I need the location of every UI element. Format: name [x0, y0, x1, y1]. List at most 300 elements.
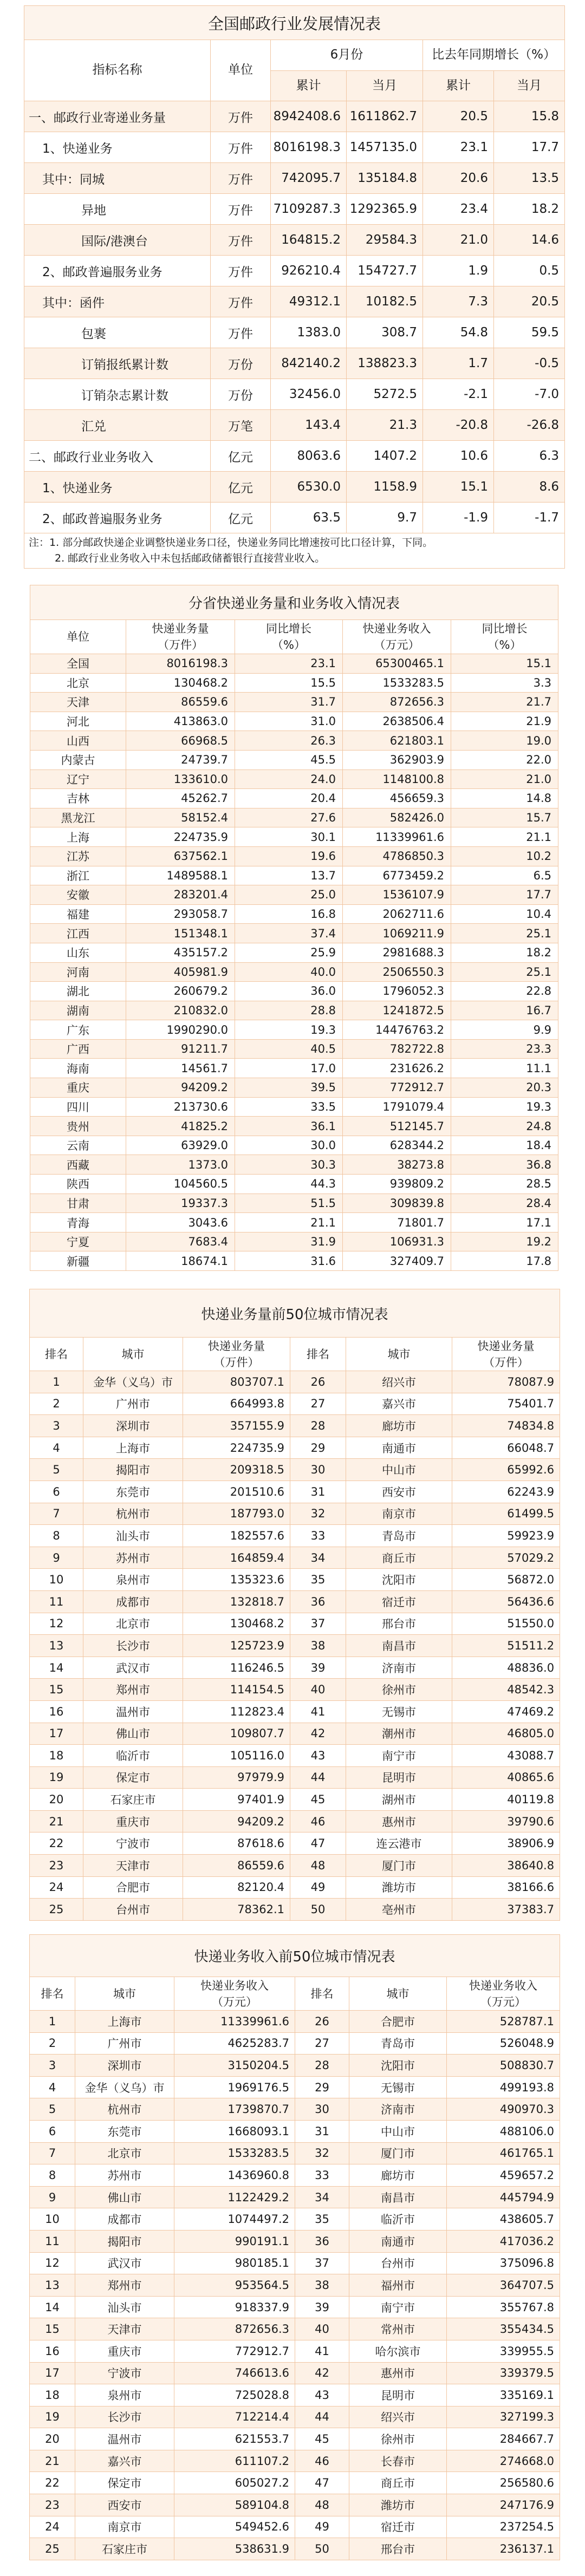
region-name: 北京: [30, 673, 126, 693]
rank-right: 40: [295, 2318, 349, 2340]
value-right: 499193.8: [447, 2076, 560, 2098]
region-name: 新疆: [30, 1251, 126, 1271]
city-left: 苏州市: [75, 2164, 174, 2187]
note-line-2: 2. 邮政行业业务收入中未包括邮政储蓄银行直接营业收入。: [55, 552, 326, 564]
table-row: [30, 1789, 560, 1811]
revenue-value: 782722.8: [343, 1039, 451, 1059]
value-right: 37383.7: [452, 1899, 560, 1921]
volume-growth-value: 17.0: [235, 1059, 343, 1078]
header-cumulative: 累计: [271, 71, 347, 101]
city-left: 天津市: [75, 2318, 174, 2340]
table-row: [30, 2142, 560, 2164]
region-name: 海南: [30, 1059, 126, 1078]
table-row: [30, 1393, 560, 1415]
value-left: 97979.9: [183, 1766, 290, 1789]
table-row: [30, 962, 558, 982]
rank-right: 48: [290, 1855, 346, 1877]
value-right: 39790.6: [452, 1810, 560, 1832]
value-left: 549452.6: [174, 2516, 295, 2538]
table-row: [30, 1251, 558, 1271]
growth-current-month-value: 15.8: [494, 101, 565, 132]
value-right: 66048.7: [452, 1437, 560, 1459]
value-right: 461765.1: [447, 2142, 560, 2164]
table-row: [30, 1745, 560, 1767]
header-revenue: [343, 620, 451, 654]
rank-right: 28: [295, 2055, 349, 2077]
rank-right: 26: [295, 2011, 349, 2033]
table-row: [30, 2274, 560, 2297]
rank-left: 2: [30, 2032, 75, 2055]
city-left: 重庆市: [75, 2340, 174, 2362]
value-left: 78362.1: [183, 1899, 290, 1921]
region-name: 陕西: [30, 1175, 126, 1194]
city-left: 深圳市: [75, 2055, 174, 2077]
unit-cell: 万件: [211, 256, 271, 286]
rank-right: 42: [290, 1723, 346, 1745]
rank-left: 9: [30, 1547, 83, 1569]
value-left: 1074497.2: [174, 2208, 295, 2231]
revenue-growth-value: 17.1: [451, 1213, 558, 1232]
value-right: 355767.8: [447, 2296, 560, 2318]
volume-value: 86559.6: [126, 693, 235, 712]
header-growth-cumulative: 累计: [423, 71, 494, 101]
revenue-growth-value: 11.1: [451, 1059, 558, 1078]
current-month-value: 29584.3: [347, 225, 423, 256]
volume-value: 91211.7: [126, 1039, 235, 1059]
city-right: 青岛市: [346, 1525, 452, 1547]
rank-left: 17: [30, 1723, 83, 1745]
table-title: 快递业务收入前50位城市情况表: [30, 1935, 560, 1977]
region-name: 西藏: [30, 1155, 126, 1175]
rank-right: 39: [290, 1657, 346, 1679]
growth-current-month-value: 13.5: [494, 163, 565, 194]
value-right: 459657.2: [447, 2164, 560, 2187]
table-row: [24, 379, 565, 410]
rank-right: 31: [290, 1481, 346, 1503]
city-left: 郑州市: [75, 2274, 174, 2297]
table-row: [30, 1481, 560, 1503]
table-row: [30, 2340, 560, 2362]
growth-current-month-value: 20.5: [494, 286, 565, 317]
value-right: 75401.7: [452, 1393, 560, 1415]
region-name: 四川: [30, 1097, 126, 1117]
rank-left: 8: [30, 1525, 83, 1547]
table-row: [30, 1117, 558, 1136]
revenue-value: 582426.0: [343, 808, 451, 827]
rank-right: 26: [290, 1371, 346, 1393]
region-name: 内蒙古: [30, 750, 126, 769]
value-right: 62243.9: [452, 1481, 560, 1503]
table-row: [30, 2252, 560, 2274]
region-name: 江苏: [30, 846, 126, 866]
rank-left: 24: [30, 2516, 75, 2538]
volume-growth-value: 26.3: [235, 731, 343, 751]
volume-growth-value: 40.5: [235, 1039, 343, 1059]
value-left: 621553.7: [174, 2428, 295, 2450]
table-row: [30, 1525, 560, 1547]
table-row: [30, 2032, 560, 2055]
table-row: [24, 194, 565, 225]
city-left: 保定市: [83, 1766, 183, 1789]
table-row: [30, 904, 558, 924]
indicator-name: 一、邮政行业寄递业务量: [24, 101, 211, 132]
city-left: 杭州市: [75, 2098, 174, 2121]
growth-cumulative-value: -2.1: [423, 379, 494, 410]
region-name: 上海: [30, 827, 126, 847]
value-right: 417036.2: [447, 2230, 560, 2252]
growth-current-month-value: 14.6: [494, 225, 565, 256]
volume-growth-value: 23.1: [235, 654, 343, 674]
volume-value: 1373.0: [126, 1155, 235, 1175]
city-left: 上海市: [83, 1437, 183, 1459]
value-left: 803707.1: [183, 1371, 290, 1393]
revenue-value: 106931.3: [343, 1232, 451, 1251]
unit-cell: 万件: [211, 163, 271, 194]
table-row: [24, 256, 565, 286]
city-left: 临沂市: [83, 1745, 183, 1767]
table-row: [30, 1175, 558, 1194]
city-left: 东莞市: [83, 1481, 183, 1503]
city-right: 南宁市: [349, 2296, 447, 2318]
city-left: 金华（义乌）市: [83, 1371, 183, 1393]
table-row: [30, 866, 558, 885]
table-row: [30, 2406, 560, 2428]
table-row: [30, 731, 558, 751]
rank-right: 45: [290, 1789, 346, 1811]
value-right: 51511.2: [452, 1635, 560, 1657]
city-left: 石家庄市: [83, 1789, 183, 1811]
note-line-1: 注：1. 部分邮政快递企业调整快递业务口径，快递业务同比增速按可比口径计算，下同。: [29, 537, 433, 549]
value-left: 135323.6: [183, 1569, 290, 1591]
header-volume-unit: （万件）: [213, 1355, 259, 1369]
volume-growth-value: 28.8: [235, 1001, 343, 1020]
city-right: 宿迁市: [349, 2516, 447, 2538]
city-left: 上海市: [75, 2011, 174, 2033]
table-row: [30, 1635, 560, 1657]
value-right: 355434.5: [447, 2318, 560, 2340]
table-row: [30, 2208, 560, 2231]
growth-current-month-value: 18.2: [494, 194, 565, 225]
table-row: [30, 924, 558, 943]
volume-value: 45262.7: [126, 789, 235, 808]
rank-left: 12: [30, 1613, 83, 1635]
city-right: 哈尔滨市: [349, 2340, 447, 2362]
table-row: [30, 2164, 560, 2187]
rank-right: 31: [295, 2120, 349, 2142]
unit-cell: 万件: [211, 317, 271, 348]
city-right: 合肥市: [349, 2011, 447, 2033]
header-city-right: 城市: [346, 1338, 452, 1371]
growth-current-month-value: -7.0: [494, 379, 565, 410]
volume-value: 283201.4: [126, 885, 235, 905]
header-volume-unit: （万件）: [158, 638, 203, 651]
value-right: 38166.6: [452, 1876, 560, 1899]
revenue-value: 65300465.1: [343, 654, 451, 674]
growth-cumulative-value: 15.1: [423, 472, 494, 503]
rank-right: 42: [295, 2362, 349, 2384]
city-right: 常州市: [349, 2318, 447, 2340]
growth-cumulative-value: 21.0: [423, 225, 494, 256]
rank-right: 27: [290, 1393, 346, 1415]
city-left: 武汉市: [83, 1657, 183, 1679]
volume-value: 104560.5: [126, 1175, 235, 1194]
revenue-growth-value: 21.1: [451, 827, 558, 847]
value-right: 74834.8: [452, 1415, 560, 1437]
city-right: 廊坊市: [349, 2164, 447, 2187]
table-row: [30, 1569, 560, 1591]
rank-left: 4: [30, 2076, 75, 2098]
city-right: 嘉兴市: [346, 1393, 452, 1415]
value-left: 164859.4: [183, 1547, 290, 1569]
rank-left: 5: [30, 2098, 75, 2121]
value-right: 256580.6: [447, 2472, 560, 2494]
city-left: 广州市: [83, 1393, 183, 1415]
value-left: 201510.6: [183, 1481, 290, 1503]
revenue-growth-value: 3.3: [451, 673, 558, 693]
table-row: [30, 1039, 558, 1059]
growth-cumulative-value: 20.6: [423, 163, 494, 194]
city-left: 宁波市: [75, 2362, 174, 2384]
table-notes: [24, 533, 565, 569]
city-right: 南京市: [346, 1503, 452, 1525]
value-left: 1533283.5: [174, 2142, 295, 2164]
revenue-value: 362903.9: [343, 750, 451, 769]
rank-right: 41: [295, 2340, 349, 2362]
value-right: 327199.3: [447, 2406, 560, 2428]
growth-current-month-value: 0.5: [494, 256, 565, 286]
region-name: 重庆: [30, 1078, 126, 1098]
value-left: 86559.6: [183, 1855, 290, 1877]
rank-right: 35: [295, 2208, 349, 2231]
indicator-name: 2、邮政普遍服务业务: [24, 503, 211, 533]
indicator-name: 1、快递业务: [24, 132, 211, 163]
value-right: 59923.9: [452, 1525, 560, 1547]
revenue-value: 1069211.9: [343, 924, 451, 943]
revenue-growth-value: 19.0: [451, 731, 558, 751]
city-left: 揭阳市: [75, 2230, 174, 2252]
revenue-growth-value: 15.1: [451, 654, 558, 674]
region-name: 贵州: [30, 1117, 126, 1136]
region-name: 黑龙江: [30, 808, 126, 827]
value-left: 918337.9: [174, 2296, 295, 2318]
growth-cumulative-value: 23.4: [423, 194, 494, 225]
city-right: 潮州市: [346, 1723, 452, 1745]
table-row: [30, 1832, 560, 1855]
region-name: 湖南: [30, 1001, 126, 1020]
city-left: 天津市: [83, 1855, 183, 1877]
city-right: 邢台市: [346, 1613, 452, 1635]
national-postal-development-table: [24, 5, 565, 569]
current-month-value: 135184.8: [347, 163, 423, 194]
region-name: 河南: [30, 962, 126, 982]
table-row: [30, 2450, 560, 2472]
rank-left: 4: [30, 1437, 83, 1459]
growth-current-month-value: -1.7: [494, 503, 565, 533]
header-revenue-label: 快递业务收入: [362, 622, 431, 635]
city-left: 温州市: [75, 2428, 174, 2450]
table-row: [30, 2120, 560, 2142]
volume-growth-value: 45.5: [235, 750, 343, 769]
city-right: 南通市: [349, 2230, 447, 2252]
current-month-value: 1292365.9: [347, 194, 423, 225]
value-left: 209318.5: [183, 1459, 290, 1481]
region-name: 广东: [30, 1020, 126, 1040]
volume-value: 210832.0: [126, 1001, 235, 1020]
indicator-name: 其中：函件: [24, 286, 211, 317]
volume-value: 151348.1: [126, 924, 235, 943]
growth-cumulative-value: 10.6: [423, 441, 494, 472]
city-right: 青岛市: [349, 2032, 447, 2055]
rank-left: 11: [30, 2230, 75, 2252]
city-left: 汕头市: [75, 2296, 174, 2318]
rank-left: 12: [30, 2252, 75, 2274]
value-right: 78087.9: [452, 1371, 560, 1393]
region-name: 浙江: [30, 866, 126, 885]
rank-right: 41: [290, 1700, 346, 1723]
growth-cumulative-value: 23.1: [423, 132, 494, 163]
rank-left: 22: [30, 1832, 83, 1855]
rank-left: 7: [30, 1503, 83, 1525]
volume-value: 14561.7: [126, 1059, 235, 1078]
city-right: 湖州市: [346, 1789, 452, 1811]
revenue-growth-value: 16.7: [451, 1001, 558, 1020]
value-left: 664993.8: [183, 1393, 290, 1415]
header-revenue-right: [447, 1977, 560, 2011]
revenue-value: 512145.7: [343, 1117, 451, 1136]
header-current-month: 当月: [347, 71, 423, 101]
city-left: 佛山市: [83, 1723, 183, 1745]
rank-right: 32: [290, 1503, 346, 1525]
cumulative-value: 842140.2: [271, 348, 347, 379]
table-row: [30, 1437, 560, 1459]
value-left: 1122429.2: [174, 2186, 295, 2208]
header-unit: 单位: [211, 40, 271, 101]
header-rank-left: 排名: [30, 1977, 75, 2011]
city-left: 南京市: [75, 2516, 174, 2538]
city-right: 绍兴市: [346, 1371, 452, 1393]
volume-growth-value: 30.3: [235, 1155, 343, 1175]
revenue-growth-value: 15.7: [451, 808, 558, 827]
city-right: 南昌市: [346, 1635, 452, 1657]
rank-left: 1: [30, 1371, 83, 1393]
value-right: 57029.2: [452, 1547, 560, 1569]
rank-right: 37: [290, 1613, 346, 1635]
city-right: 济南市: [349, 2098, 447, 2121]
rank-left: 20: [30, 2428, 75, 2450]
rank-left: 6: [30, 2120, 75, 2142]
table-row: [30, 750, 558, 769]
value-left: 589104.8: [174, 2494, 295, 2516]
rank-right: 32: [295, 2142, 349, 2164]
region-name: 安徽: [30, 885, 126, 905]
value-left: 97401.9: [183, 1789, 290, 1811]
cumulative-value: 143.4: [271, 410, 347, 441]
revenue-growth-value: 21.9: [451, 712, 558, 731]
value-left: 712214.4: [174, 2406, 295, 2428]
table-row: [30, 654, 558, 674]
table-row: [30, 673, 558, 693]
value-right: 48542.3: [452, 1679, 560, 1701]
unit-cell: 亿元: [211, 441, 271, 472]
revenue-value: 231626.2: [343, 1059, 451, 1078]
city-left: 长沙市: [75, 2406, 174, 2428]
rank-left: 10: [30, 2208, 75, 2231]
value-left: 4625283.7: [174, 2032, 295, 2055]
table2-body: [30, 654, 558, 1271]
city-left: 北京市: [83, 1613, 183, 1635]
header-volume-right: [452, 1338, 560, 1371]
value-right: 38640.8: [452, 1855, 560, 1877]
value-left: 109807.7: [183, 1723, 290, 1745]
header-unit: 单位: [30, 620, 126, 654]
revenue-growth-value: 22.0: [451, 750, 558, 769]
growth-current-month-value: 6.3: [494, 441, 565, 472]
rank-right: 37: [295, 2252, 349, 2274]
table-row: [30, 827, 558, 847]
rank-right: 27: [295, 2032, 349, 2055]
city-right: 绍兴市: [349, 2406, 447, 2428]
revenue-value: 1536107.9: [343, 885, 451, 905]
volume-value: 3043.6: [126, 1213, 235, 1232]
table-row: [30, 1194, 558, 1213]
indicator-name: 其中：同城: [24, 163, 211, 194]
table-row: [30, 1020, 558, 1040]
rank-right: 34: [290, 1547, 346, 1569]
volume-growth-value: 30.0: [235, 1136, 343, 1155]
value-right: 47469.2: [452, 1700, 560, 1723]
indicator-name: 1、快递业务: [24, 472, 211, 503]
table-row: [24, 225, 565, 256]
revenue-growth-value: 36.8: [451, 1155, 558, 1175]
growth-current-month-value: 59.5: [494, 317, 565, 348]
volume-value: 41825.2: [126, 1117, 235, 1136]
region-name: 湖北: [30, 982, 126, 1001]
value-left: 82120.4: [183, 1876, 290, 1899]
header-indicator: 指标名称: [24, 40, 211, 101]
city-left: 台州市: [83, 1899, 183, 1921]
value-left: 87618.6: [183, 1832, 290, 1855]
table-row: [30, 2011, 560, 2033]
rank-right: 49: [290, 1876, 346, 1899]
volume-growth-value: 40.0: [235, 962, 343, 982]
cumulative-value: 49312.1: [271, 286, 347, 317]
header-volume-label: 快递业务量: [152, 622, 209, 635]
value-left: 11339961.6: [174, 2011, 295, 2033]
table-row: [30, 1723, 560, 1745]
city-right: 潍坊市: [346, 1876, 452, 1899]
value-left: 872656.3: [174, 2318, 295, 2340]
value-left: 990191.1: [174, 2230, 295, 2252]
volume-value: 58152.4: [126, 808, 235, 827]
volume-growth-value: 31.6: [235, 1251, 343, 1271]
revenue-growth-value: 28.5: [451, 1175, 558, 1194]
current-month-value: 1158.9: [347, 472, 423, 503]
table-row: [30, 1155, 558, 1175]
unit-cell: 万笔: [211, 410, 271, 441]
cumulative-value: 32456.0: [271, 379, 347, 410]
city-left: 合肥市: [83, 1876, 183, 1899]
value-right: 438605.7: [447, 2208, 560, 2231]
revenue-growth-value: 20.3: [451, 1078, 558, 1098]
unit-cell: 万件: [211, 194, 271, 225]
table-row: [30, 2384, 560, 2407]
revenue-value: 309839.8: [343, 1194, 451, 1213]
volume-growth-value: 37.4: [235, 924, 343, 943]
value-right: 48836.0: [452, 1657, 560, 1679]
city-right: 连云港市: [346, 1832, 452, 1855]
table-row: [24, 503, 565, 533]
revenue-growth-value: 21.7: [451, 693, 558, 712]
